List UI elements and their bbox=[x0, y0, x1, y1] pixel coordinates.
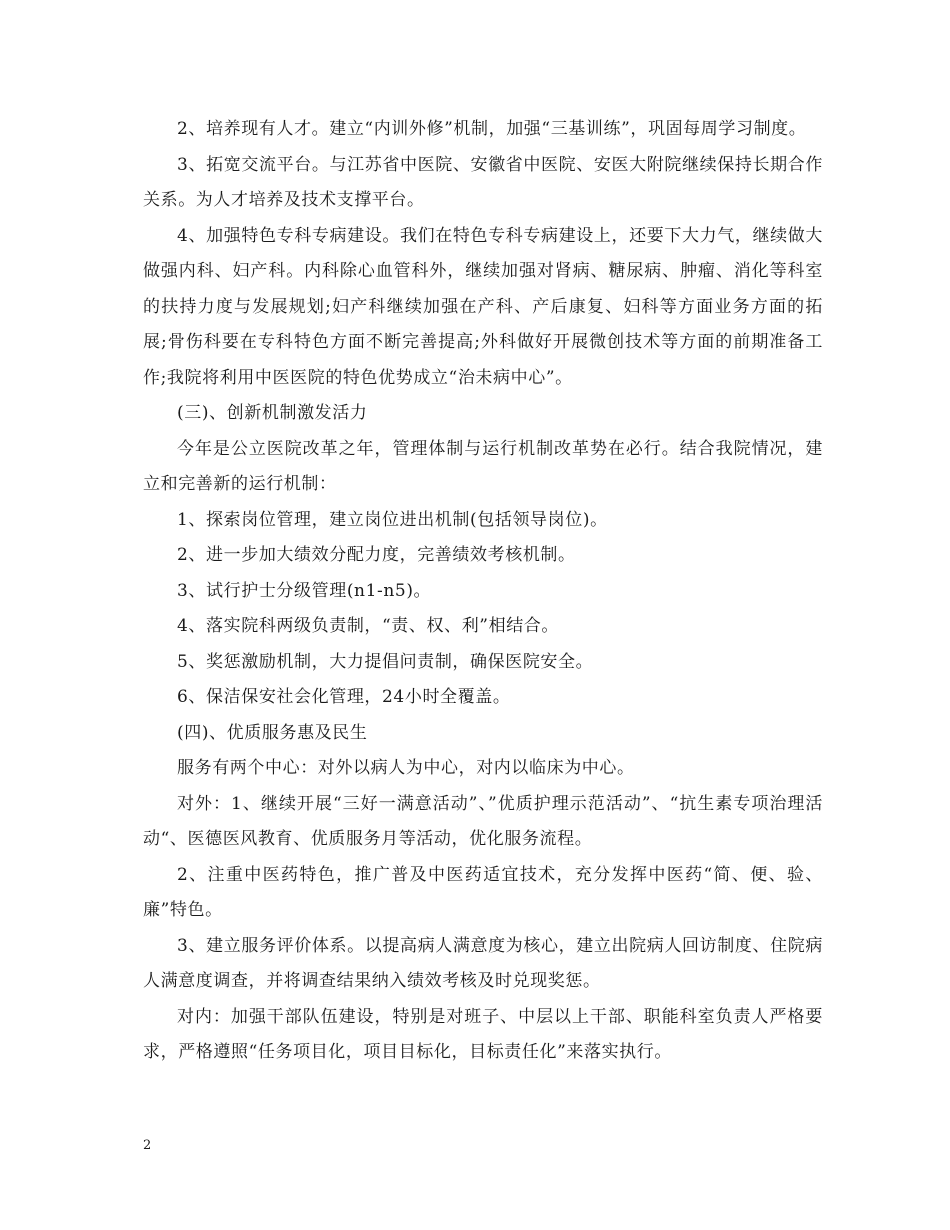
paragraph-two-centers: 服务有两个中心：对外以病人为中心，对内以临床为中心。 bbox=[177, 758, 635, 778]
paragraph-reform-intro: 今年是公立医院改革之年，管理体制与运行机制改革势在必行。结合我院情况，建立和完善新的运行机制： bbox=[143, 438, 823, 494]
paragraph-evaluation-system: 3、建立服务评价体系。以提高病人满意度为核心，建立出院病人回访制度、住院病人满意度调查，并将调查结果纳入绩效考核及时兑现奖惩。 bbox=[143, 935, 823, 991]
list-item-security: 6、保洁保安社会化管理，24小时全覆盖。 bbox=[177, 687, 511, 707]
section-heading-mechanism: (三)、创新机制激发活力 bbox=[177, 403, 368, 423]
list-item-performance: 2、进一步加大绩效分配力度，完善绩效考核机制。 bbox=[177, 545, 576, 565]
list-item-nurse-grading: 3、试行护士分级管理(n1-n5)。 bbox=[177, 580, 432, 601]
paragraph-internal-cadres: 对内：加强干部队伍建设，特别是对班子、中层以上干部、职能科室负责人严格要求，严格遵照“任务项目化，项目目标化，目标责任化”来落实执行。 bbox=[143, 1006, 823, 1062]
paragraph-tcm-features: 2、注重中医药特色，推广普及中医药适宜技术，充分发挥中医药“简、便、验、廉”特色。 bbox=[143, 864, 823, 920]
list-item-responsibility: 4、落实院科两级负责制，“责、权、利”相结合。 bbox=[177, 616, 559, 636]
document-body bbox=[143, 112, 823, 1071]
paragraph-specialty-construction: 4、加强特色专科专病建设。我们在特色专科专病建设上，还要下大力气，继续做大做强内科、妇产科。内科除心血管科外，继续加强对肾病、糖尿病、肿瘤、消化等科室的扶持力度与发展规划;妇产科继续加强在产科、产后康复、妇科等方面业务方面的拓展;骨伤科要在专科特色方面不断完善提高;外科做好开展微创技术等方面的前期准备工作;我院将利用中医医院的特色优势成立“治未病中心”。 bbox=[143, 225, 823, 388]
paragraph-external-activities: 对外：1、继续开展“三好一满意活动”、”优质护理示范活动”、“抗生素专项治理活动“、医德医风教育、优质服务月等活动，优化服务流程。 bbox=[143, 793, 823, 849]
paragraph-talent-training: 2、培养现有人才。建立“内训外修”机制，加强“三基训练”，巩固每周学习制度。 bbox=[177, 119, 807, 139]
section-heading-quality-service: (四)、优质服务惠及民生 bbox=[177, 722, 368, 743]
page-number: 2 bbox=[143, 1138, 152, 1153]
paragraph-exchange-platform: 3、拓宽交流平台。与江苏省中医院、安徽省中医院、安医大附院继续保持长期合作关系。为人才培养及技术支撑平台。 bbox=[143, 154, 823, 210]
list-item-incentives: 5、奖惩激励机制，大力提倡问责制，确保医院安全。 bbox=[177, 651, 594, 672]
list-item-post-management: 1、探索岗位管理，建立岗位进出机制(包括领导岗位)。 bbox=[177, 509, 608, 530]
